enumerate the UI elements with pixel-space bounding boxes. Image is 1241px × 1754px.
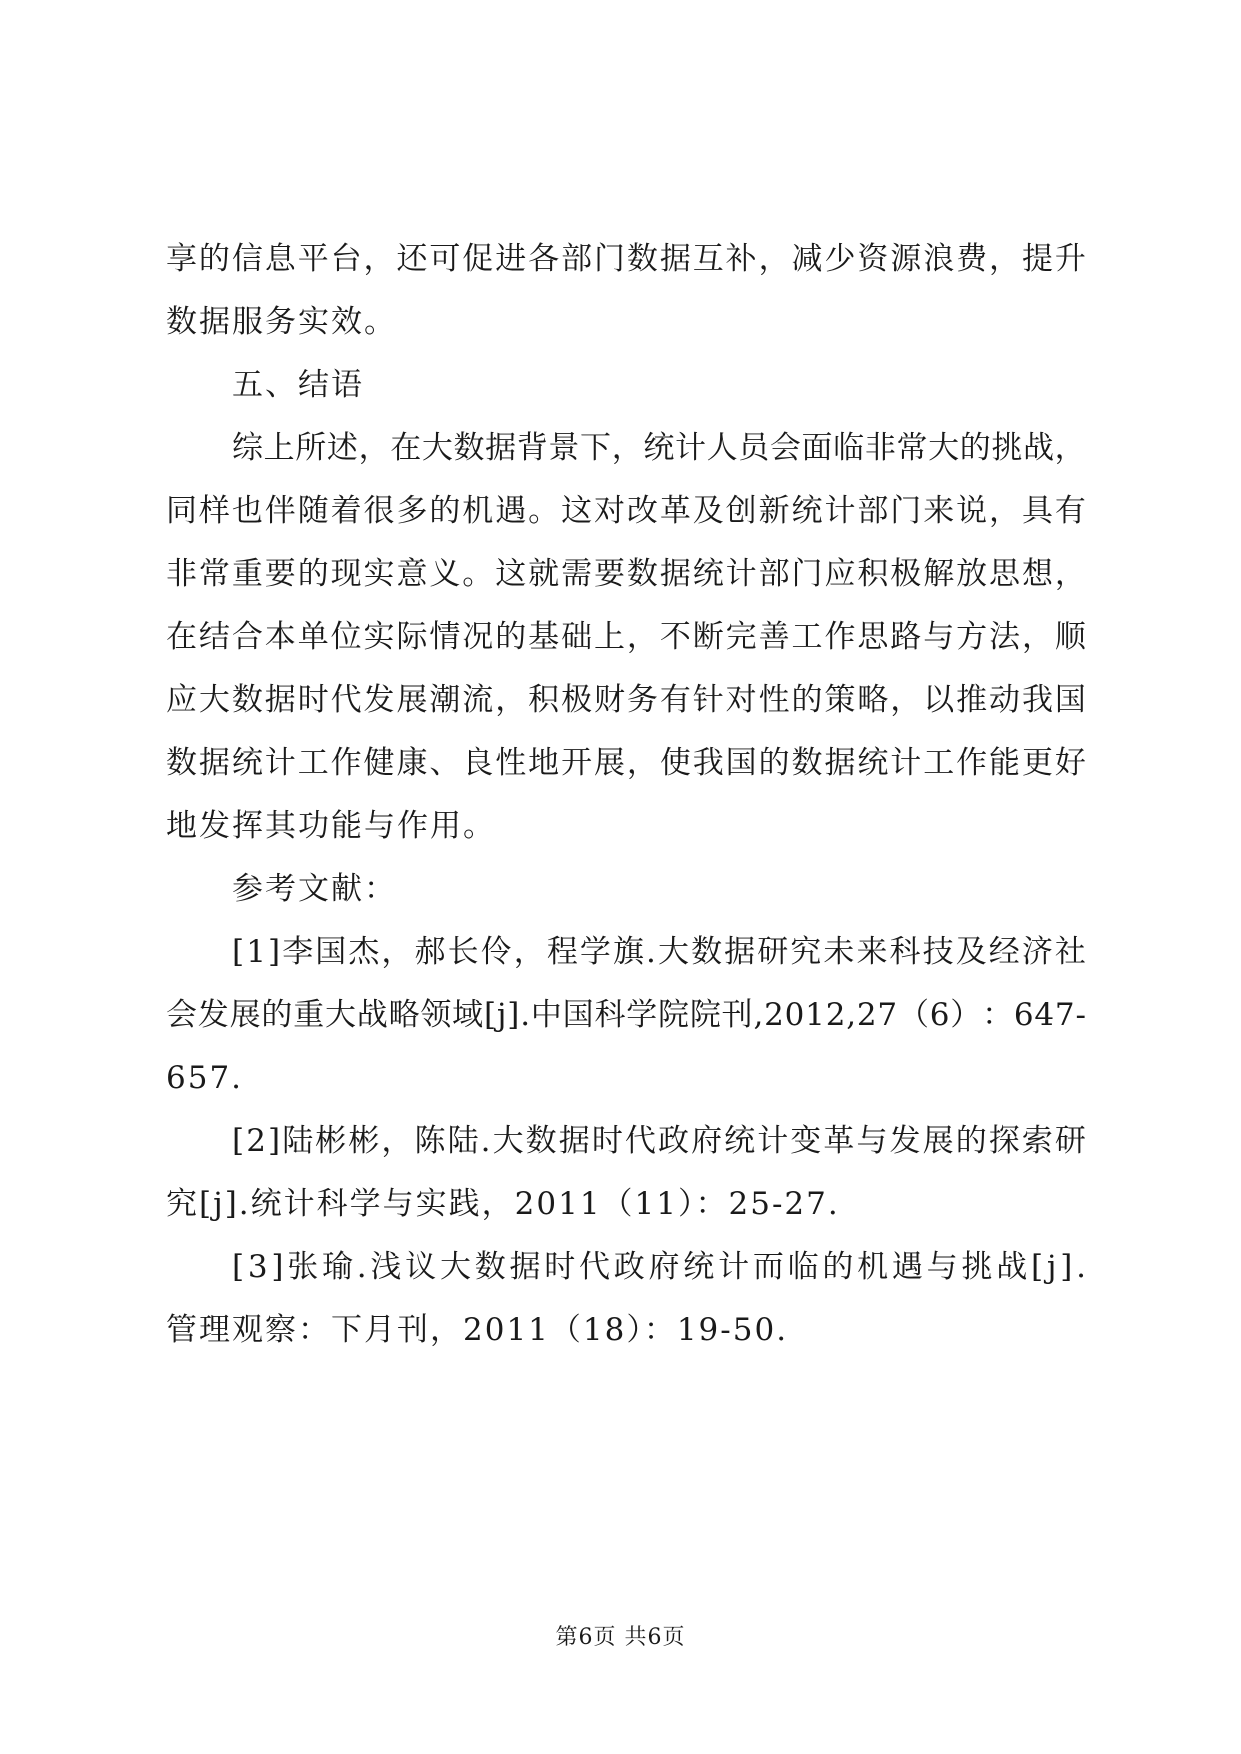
paragraph-line: 同 样 也 伴 随 着 很 多 的 机 遇 。 这 对 改 革 及 创 新 统 计 部 门 来 说 ， 具 有	[166, 493, 1086, 529]
reference-line: 管理观察：下月刊，2011（18）：19-50.	[166, 1312, 789, 1348]
paragraph-line: 数 据 统 计 工 作 健 康 、 良 性 地 开 展 ， 使 我 国 的 数 据 统 计 工 作 能 更 好	[166, 745, 1086, 781]
body-text	[166, 228, 1086, 1362]
reference-line: 究[j].统计科学与实践，2011（11）：25-27.	[166, 1186, 840, 1222]
paragraph-line: 数据服务实效。	[166, 304, 397, 340]
paragraph-line: 非 常 重 要 的 现 实 意 义 。 这 就 需 要 数 据 统 计 部 门 应 积 极 解 放 思 想 ，	[166, 556, 1086, 592]
reference-line: [ 2 ] 陆 彬 彬 ， 陈 陆 . 大 数 据 时 代 政 府 统 计 变 革 与 发 展 的 探 索 研	[232, 1123, 1086, 1159]
paragraph-line: 综 上 所 述 ， 在 大 数 据 背 景 下 ， 统 计 人 员 会 面 临 非 常 大 的 挑 战 ，	[232, 430, 1086, 466]
reference-line: [ 1 ] 李 国 杰 ， 郝 长 伶 ， 程 学 旗 . 大 数 据 研 究 未 来 科 技 及 经 济 社	[232, 934, 1086, 970]
references-heading: 参考文献：	[232, 871, 397, 907]
paragraph-line: 地发挥其功能与作用。	[166, 808, 496, 844]
reference-line: [ 3 ] 张 瑜 . 浅 议 大 数 据 时 代 政 府 统 计 而 临 的 机 遇 与 挑 战 [ j ] .	[232, 1249, 1086, 1285]
section-heading: 五、结语	[232, 367, 364, 403]
reference-line: 会 发 展 的 重 大 战 略 领 域 [ j ] . 中 国 科 学 院 院 刊 , 2 0 1 2 , 2 7 （ 6 ） ： 6 4 7 -	[166, 997, 1086, 1033]
paragraph-line: 在 结 合 本 单 位 实 际 情 况 的 基 础 上 ， 不 断 完 善 工 作 思 路 与 方 法 ， 顺	[166, 619, 1086, 655]
page-number-footer: 第6页 共6页	[555, 1625, 686, 1650]
paragraph-line: 享 的 信 息 平 台 ， 还 可 促 进 各 部 门 数 据 互 补 ， 减 少 资 源 浪 费 ， 提 升	[166, 241, 1086, 277]
reference-line: 657.	[166, 1060, 244, 1096]
paragraph-line: 应 大 数 据 时 代 发 展 潮 流 ， 积 极 财 务 有 针 对 性 的 策 略 ， 以 推 动 我 国	[166, 682, 1086, 718]
